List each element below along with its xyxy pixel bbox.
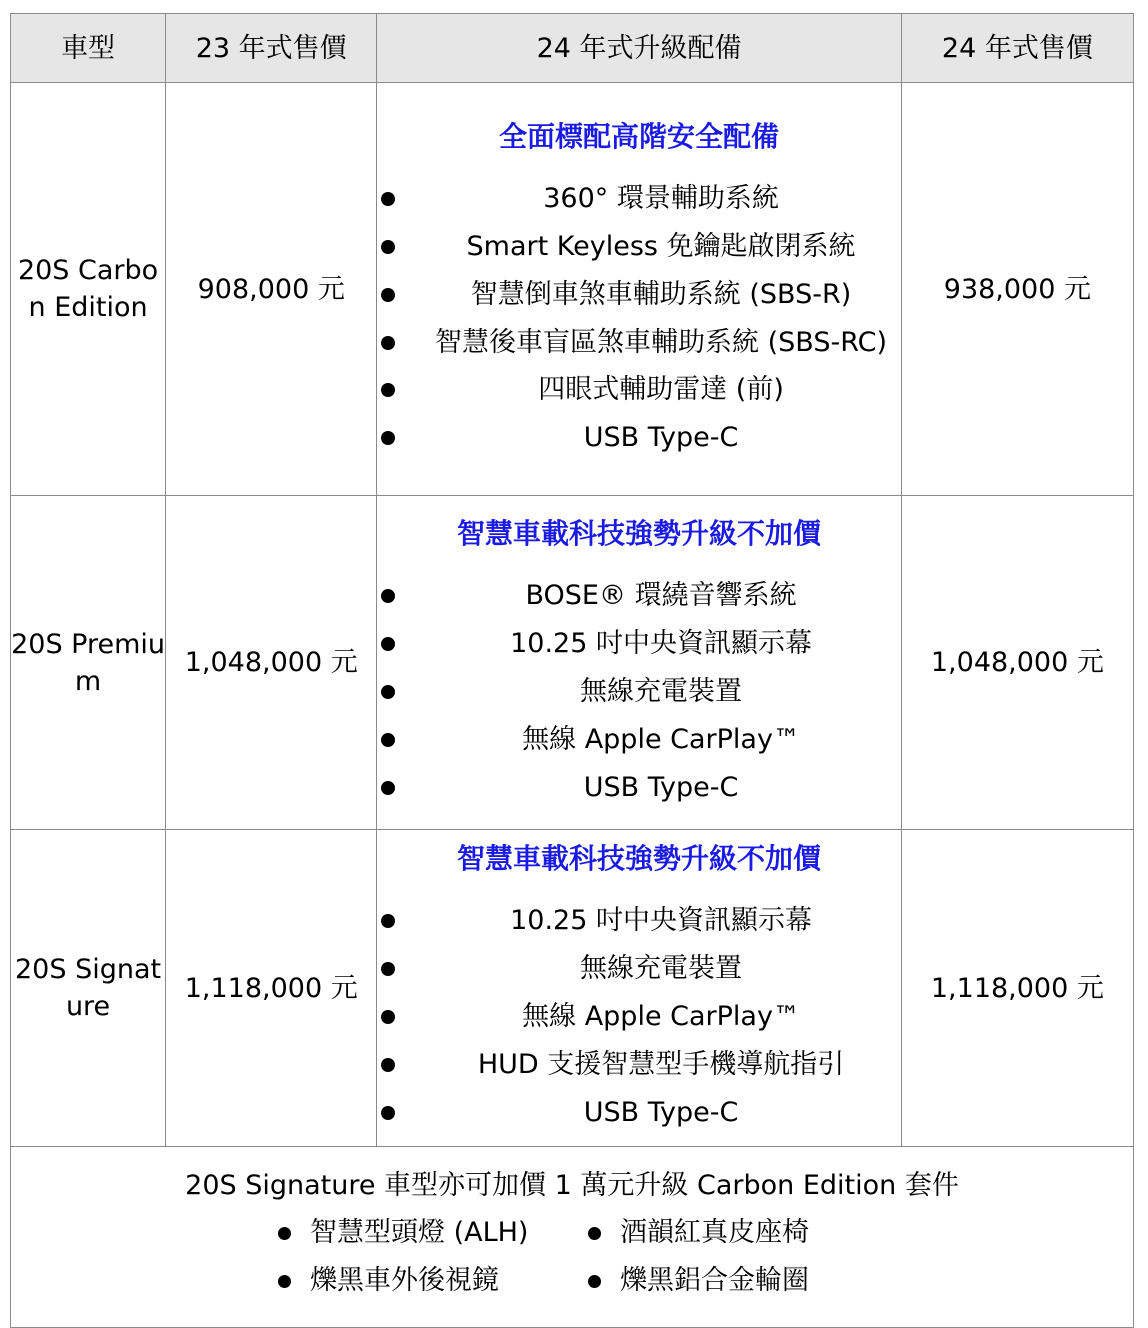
list-item: 無線充電裝置 (377, 945, 900, 993)
list-item: 酒韻紅真皮座椅 (582, 1209, 862, 1257)
price-23-cell: 1,118,000 元 (166, 830, 377, 1147)
list-item: HUD 支援智慧型手機導航指引 (377, 1041, 900, 1089)
list-item: USB Type-C (377, 1089, 900, 1137)
list-item: 無線 Apple CarPlay™ (377, 993, 900, 1041)
footer-cell (11, 1147, 1134, 1328)
list-item: USB Type-C (377, 764, 900, 812)
header-price-24: 24 年式售價 (901, 14, 1133, 83)
list-item: 10.25 吋中央資訊顯示幕 (377, 897, 900, 945)
list-item: 四眼式輔助雷達 (前) (377, 366, 900, 414)
price-24-cell: 938,000 元 (901, 83, 1133, 496)
footer-note: 20S Signature 車型亦可加價 1 萬元升級 Carbon Edition 套件 (185, 1170, 959, 1201)
model-cell: 20S Signature (11, 830, 166, 1147)
list-item: 爍黑車外後視鏡 (272, 1257, 562, 1305)
price-24-cell: 1,048,000 元 (901, 496, 1133, 830)
features-cell (377, 496, 901, 830)
model-cell: 20S Carbon Edition (11, 83, 166, 496)
list-item: 爍黑鋁合金輪圈 (582, 1257, 862, 1305)
features-cell (377, 83, 901, 496)
list-item: 360° 環景輔助系統 (377, 175, 900, 223)
header-model: 車型 (11, 14, 166, 83)
feature-title: 智慧車載科技強勢升級不加價 (457, 842, 822, 875)
feature-list (377, 897, 900, 1137)
price-24-cell: 1,118,000 元 (901, 830, 1133, 1147)
list-item: BOSE® 環繞音響系統 (377, 572, 900, 620)
list-item: Smart Keyless 免鑰匙啟閉系統 (377, 223, 900, 271)
table-row (11, 83, 1134, 496)
footer-row (11, 1147, 1134, 1328)
footer-item-list (1, 1209, 1133, 1305)
list-item: USB Type-C (377, 414, 900, 462)
table-row (11, 496, 1134, 830)
header-row (11, 14, 1134, 83)
features-cell (377, 830, 901, 1147)
list-item: 10.25 吋中央資訊顯示幕 (377, 620, 900, 668)
feature-title: 全面標配高階安全配備 (499, 119, 780, 153)
feature-list (377, 175, 900, 462)
table-row (11, 830, 1134, 1147)
header-upgrades-24: 24 年式升級配備 (377, 14, 901, 83)
list-item: 智慧後車盲區煞車輔助系統 (SBS-RC) (377, 319, 900, 366)
price-23-cell: 908,000 元 (166, 83, 377, 496)
header-price-23: 23 年式售價 (166, 14, 377, 83)
model-cell: 20S Premium (11, 496, 166, 830)
list-item: 無線充電裝置 (377, 668, 900, 716)
feature-title: 智慧車載科技強勢升級不加價 (457, 516, 822, 550)
price-table (10, 13, 1134, 1328)
price-23-cell: 1,048,000 元 (166, 496, 377, 830)
list-item: 智慧型頭燈 (ALH) (272, 1209, 562, 1257)
feature-list (377, 572, 900, 812)
list-item: 無線 Apple CarPlay™ (377, 716, 900, 764)
list-item: 智慧倒車煞車輔助系統 (SBS-R) (377, 271, 900, 319)
